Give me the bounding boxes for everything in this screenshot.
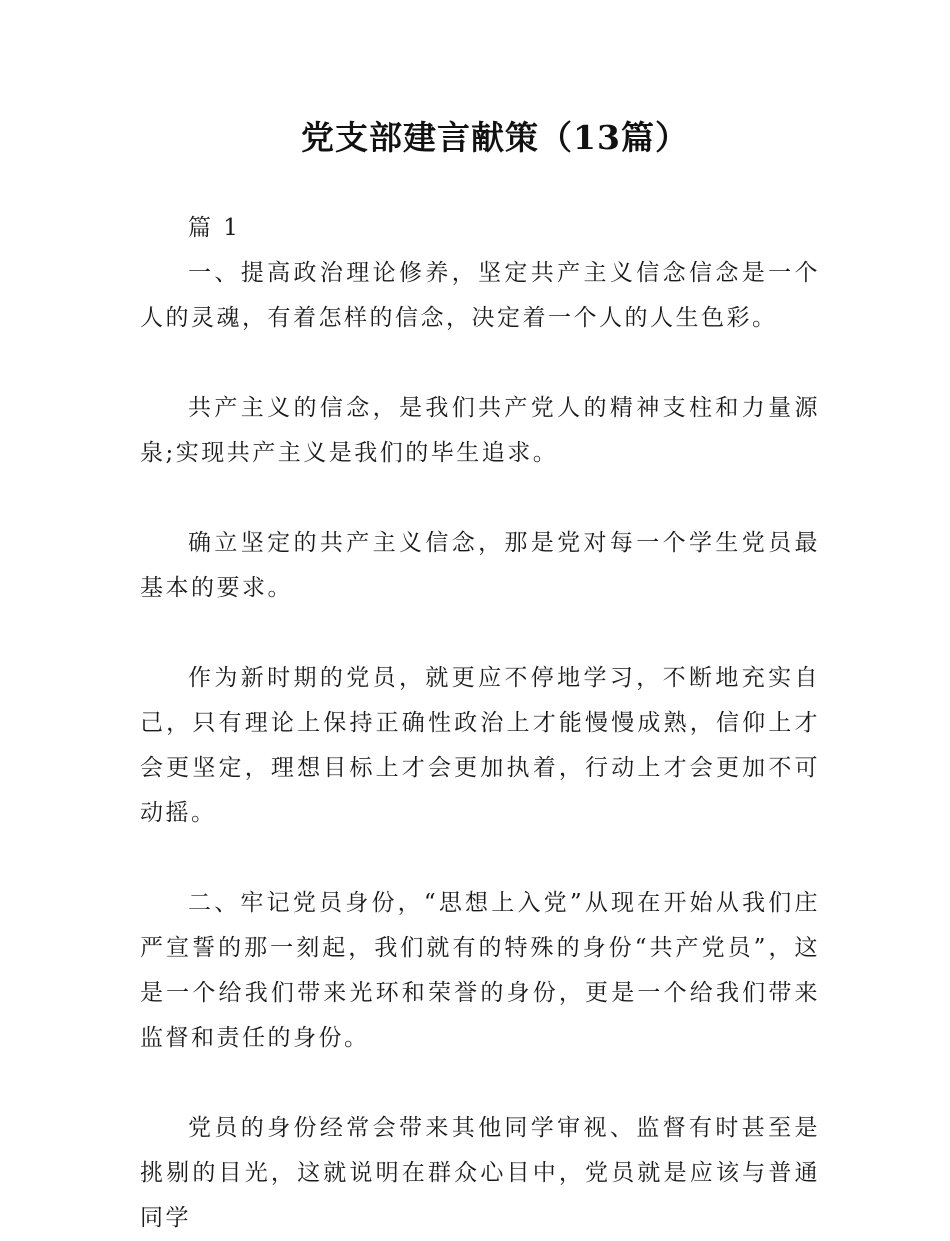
paragraph-5: 二、牢记党员身份，“思想上入党”从现在开始从我们庄严宣誓的那一刻起，我们就有的特殊的身份“共产党员”，这是一个给我们带来光环和荣誉的身份，更是一个给我们带来监督和责任的身份。 — [140, 890, 820, 1051]
paragraph-4: 作为新时期的党员，就更应不停地学习，不断地充实自己，只有理论上保持正确性政治上才能慢慢成熟，信仰上才会更坚定，理想目标上才会更加执着，行动上才会更加不可动摇。 — [140, 665, 820, 826]
paragraph-3: 确立坚定的共产主义信念，那是党对每一个学生党员最基本的要求。 — [140, 530, 820, 601]
paragraph-6: 党员的身份经常会带来其他同学审视、监督有时甚至是挑剔的目光，这就说明在群众心目中，党员就是应该与普通同学 — [140, 1115, 820, 1231]
document-body — [140, 206, 820, 1241]
paragraph-1: 一、提高政治理论修养，坚定共产主义信念信念是一个人的灵魂，有着怎样的信念，决定着一个人的人生色彩。 — [140, 260, 820, 331]
paragraph-2: 共产主义的信念，是我们共产党人的精神支柱和力量源泉;实现共产主义是我们的毕生追求。 — [140, 395, 820, 466]
section-label: 篇 1 — [188, 215, 241, 241]
document-title: 党支部建言献策（13篇） — [301, 118, 689, 157]
